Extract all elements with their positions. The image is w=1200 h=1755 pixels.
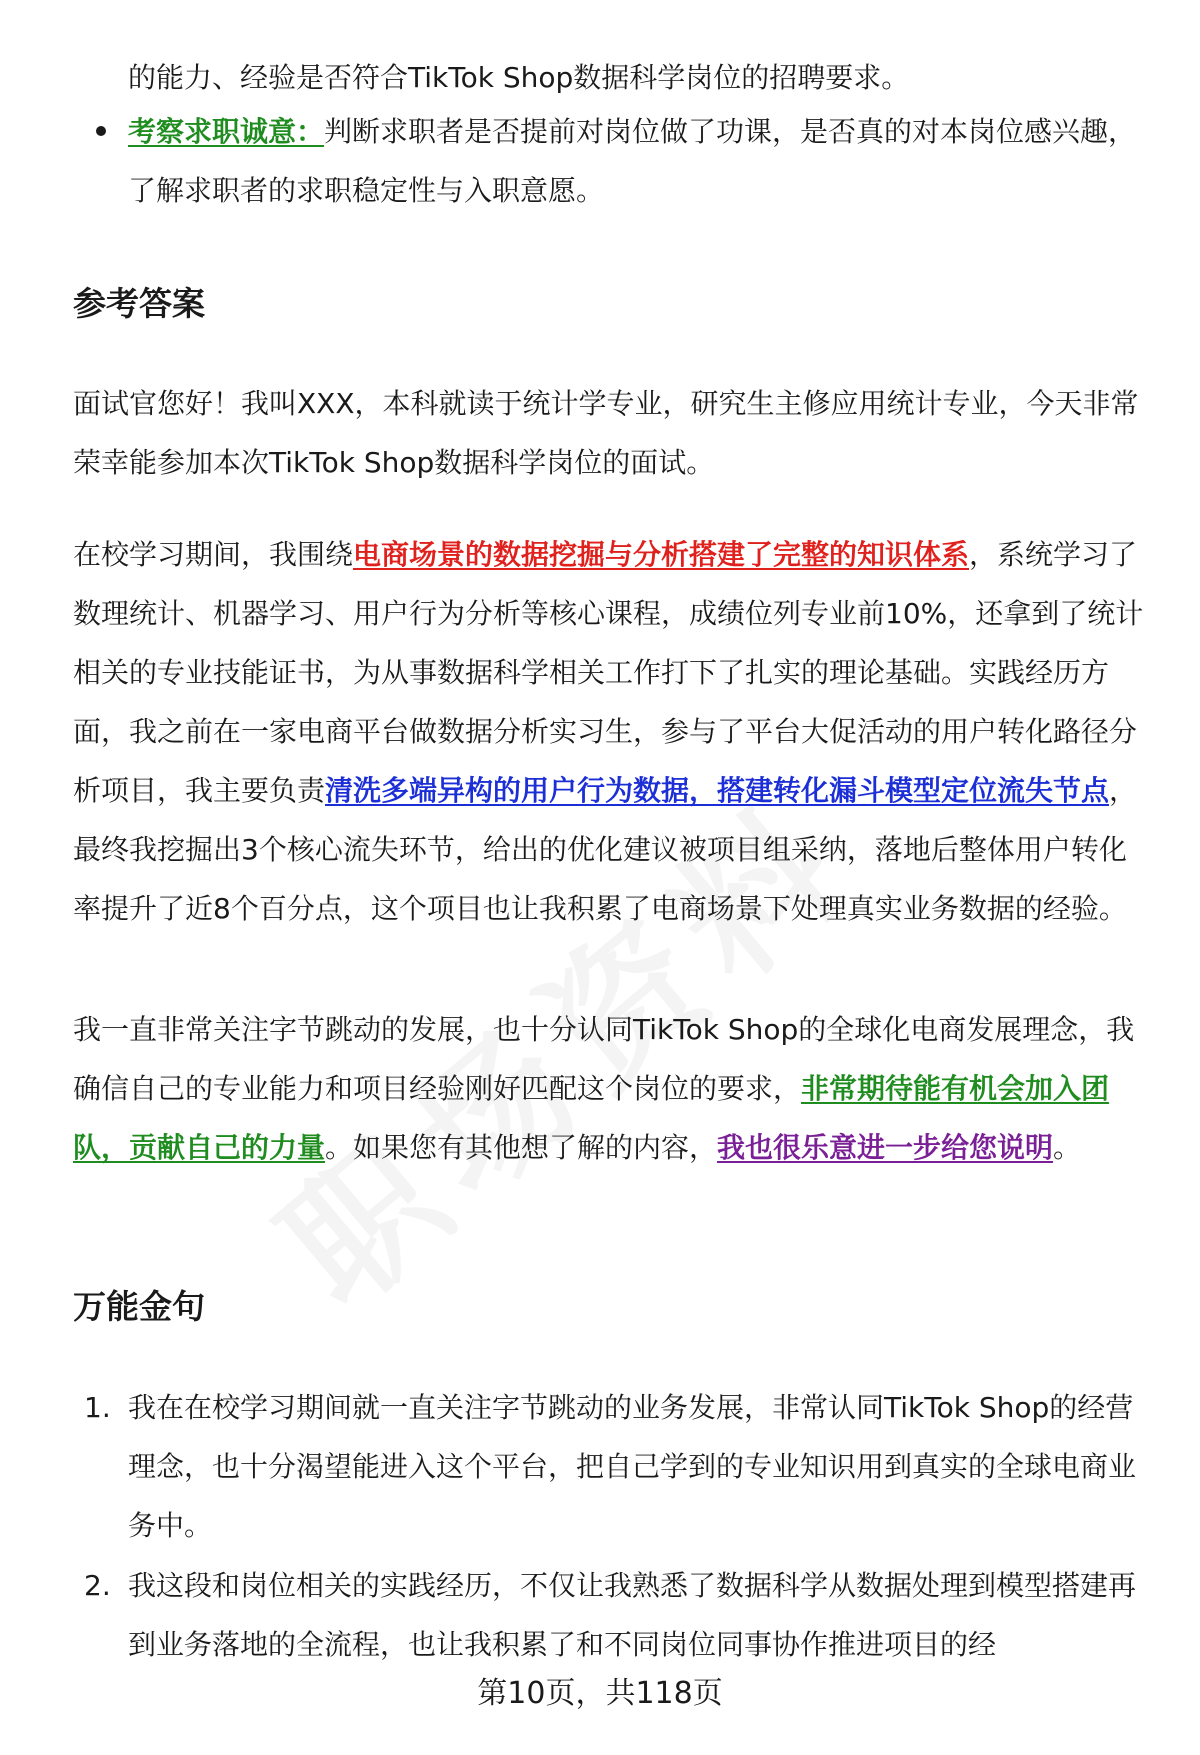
answer-paragraph-3 — [73, 1000, 1148, 1177]
page-footer: 第10页，共118页 — [477, 1676, 723, 1711]
phrase-item-2: 我这段和岗位相关的实践经历，不仅让我熟悉了数据科学从数据处理到模型搭建再到业务落地的全流程，也让我积累了和不同岗位同事协作推进项目的经 — [128, 1569, 1137, 1661]
highlight-join-team: 非常期待能有机会加入团队，贡献自己的力量 — [73, 1072, 1110, 1164]
section-title-phrases: 万能金句 — [73, 1287, 205, 1326]
section-title-answer: 参考答案 — [73, 284, 205, 323]
intro-tail-text: 的能力、经验是否符合TikTok Shop数据科学岗位的招聘要求。 — [128, 61, 910, 94]
highlight-explain-more: 我也很乐意进一步给您说明 — [717, 1131, 1054, 1164]
p3-text-c: 。 — [1053, 1131, 1082, 1164]
phrase-item-1: 我在在校学习期间就一直关注字节跳动的业务发展，非常认同TikTok Shop的经营理念，也十分渴望能进入这个平台，把自己学到的专业知识用到真实的全球电商业务中。 — [128, 1391, 1137, 1542]
p2-text-b: ，系统学习了数理统计、机器学习、用户行为分析等核心课程，成绩位列专业前10%，还拿到了统计相关的专业技能证书，为从事数据科学相关工作打下了扎实的理论基础。实践经历方面，我之前在一家电商平台做数据分析实习生，参与了平台大促活动的用户转化路径分析项目，我主要负责 — [73, 538, 1144, 807]
answer-paragraph-1: 面试官您好！我叫XXX，本科就读于统计学专业，研究生主修应用统计专业，今天非常荣幸能参加本次TikTok Shop数据科学岗位的面试。 — [73, 387, 1139, 479]
bullet-sincerity — [128, 102, 1148, 220]
answer-paragraph-2 — [73, 525, 1148, 938]
list-number: 1. — [84, 1391, 111, 1424]
bullet-dot-icon — [96, 126, 106, 136]
sincerity-text: 判断求职者是否提前对岗位做了功课，是否真的对本岗位感兴趣，了解求职者的求职稳定性与入职意愿。 — [128, 115, 1137, 207]
p3-text-b: 。如果您有其他想了解的内容， — [325, 1131, 718, 1164]
highlight-data-cleaning: 清洗多端异构的用户行为数据，搭建转化漏斗模型定位流失节点 — [325, 774, 1110, 807]
sincerity-label: 考察求职诚意： — [128, 115, 325, 148]
p3-text-a: 我一直非常关注字节跳动的发展，也十分认同TikTok Shop的全球化电商发展理念，我确信自己的专业能力和项目经验刚好匹配这个岗位的要求， — [73, 1013, 1135, 1105]
list-number: 2. — [84, 1569, 111, 1602]
p2-text-c: ，最终我挖掘出3个核心流失环节，给出的优化建议被项目组采纳，落地后整体用户转化率提升了近8个百分点，这个项目也让我积累了电商场景下处理真实业务数据的经验。 — [73, 774, 1138, 925]
highlight-knowledge-system: 电商场景的数据挖掘与分析搭建了完整的知识体系 — [353, 538, 970, 571]
p2-text-a: 在校学习期间，我围绕 — [73, 538, 354, 571]
